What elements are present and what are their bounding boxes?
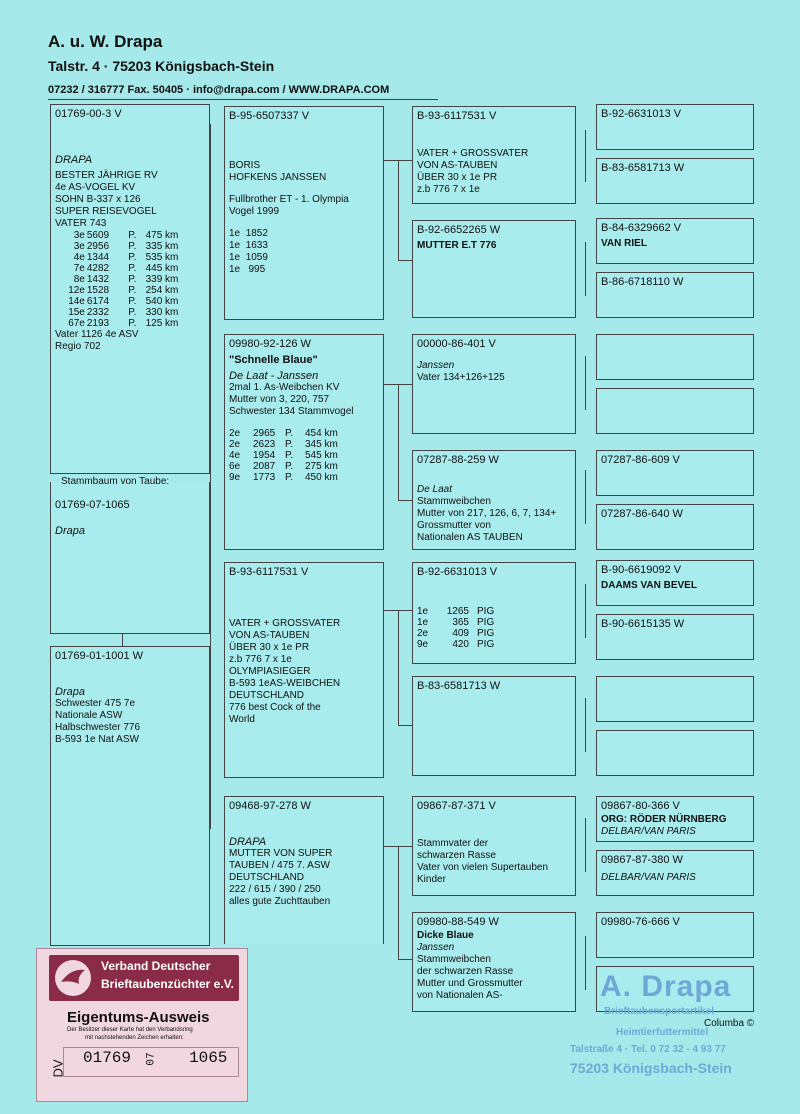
connector-dam [122, 634, 123, 646]
gen4-box-10: B-90-6615135 W [596, 614, 754, 660]
gen4-box-7: 07287-86-609 V [596, 450, 754, 496]
gen4-box-12 [596, 730, 754, 776]
card-org1: Verband Deutscher [101, 959, 211, 973]
dam-sire-id: B-93-6117531 V [229, 566, 309, 578]
connector-b [398, 384, 399, 500]
connector-gen1 [210, 124, 211, 829]
gen4-box-14: 09867-87-380 W DELBAR/VAN PARIS [596, 850, 754, 896]
gen3-box-8: 09980-88-549 W Dicke Blaue Janssen Stammweibchen der schwarzen Rasse Mutter und Grossmutter von Nationalen AS- [412, 912, 576, 1012]
gen3-box-4: 07287-88-259 W De Laat Stammweibchen Mutter von 217, 126, 6, 7, 134+ Grossmutter von Nationalen AS TAUBEN [412, 450, 576, 550]
gen4-box-4: B-86-6718110 W [596, 272, 754, 318]
stamp-line1: Brieftaubensportartikel [604, 1006, 715, 1017]
sire-dam-results: 2e 2965 P. 454 km 2e 2623 P. 345 km 4e 1954 P. 545 km 6e 2087 P. 275 km 9e 1773 P. 450 km [229, 428, 338, 483]
sire-id: B-95-6507337 V [229, 110, 310, 122]
stammbaum-name: Drapa [55, 525, 85, 537]
stammbaum-box [50, 476, 210, 634]
stammbaum-id: 01769-07-1065 [55, 499, 130, 511]
connector-d [398, 846, 399, 959]
gen3-box-5: B-92-6631013 V 1e 1265 PIG 1e 365 PIG 2e 409 PIG 9e 420 PIG [412, 562, 576, 664]
gen3-box-1: B-93-6117531 V VATER + GROSSVATER VON AS-TAUBEN ÜBER 30 x 1e PR z.b 776 7 x 1e [412, 106, 576, 204]
card-title: Eigentums-Ausweis [67, 1009, 210, 1026]
gen3-box-3: 00000-86-401 V Janssen Vater 134+126+125 [412, 334, 576, 434]
dam-sire-box: B-93-6117531 V VATER + GROSSVATER VON AS-TAUBEN ÜBER 30 x 1e PR z.b 776 7 x 1e OLYMPIASIEGER B-593 1eAS-WEIBCHEN DEUTSCHLAND 776 best Cock of the World [224, 562, 384, 778]
header-rule [48, 99, 438, 100]
dam-dam-box: 09468-97-278 W DRAPA MUTTER VON SUPER TAUBEN / 475 7. ASW DEUTSCHLAND 222 / 615 / 390 / 250 alles gute Zuchttauben [224, 796, 384, 944]
subject-id: 01769-00-3 V [55, 108, 122, 120]
sire-dam-box: 09980-92-126 W "Schnelle Blaue" De Laat - Janssen 2mal 1. As-Weibchen KV Mutter von 3, 220, 757 Schwester 134 Stammvogel 2e 2965 P. 454 km 2e 2623 P. 345 km 4e 1954 P. 545 km 6e 2087 P. 275 km 9e 1773 P. 450 km [224, 334, 384, 550]
columba-mark: Columba © [704, 1018, 755, 1029]
card-ring2: 07 [145, 1052, 158, 1066]
gen4-box-11 [596, 676, 754, 722]
breeder-name: A. u. W. Drapa [48, 32, 163, 51]
subject-name: DRAPA [55, 154, 93, 166]
stammbaum-label: Stammbaum von Taube: [61, 476, 170, 487]
dam-dam-id: 09468-97-278 W [229, 800, 311, 812]
card-org2: Brieftaubenzüchter e.V. [101, 977, 234, 991]
gen4-box-6 [596, 388, 754, 434]
dam-id: 01769-01-1001 W [55, 650, 144, 662]
connector-c [398, 610, 399, 725]
card-note2: mit nachstehenden Zeichen erhalten: [85, 1035, 184, 1041]
subject-box: 01769-00-3 V DRAPA BESTER JÄHRIGE RV 4e AS-VOGEL KV SOHN B-337 x 126 SUPER REISEVOGEL VATER 743 3e 5609 P. 475 km 3e 2956 P. 335 km 4e 1344 P. 535 km 7e 4282 P. 445 km 8e 1432 P. 339 km 12e 1528 P. 254 km 14e 6174 P. 540 km 15e 2332 P. 330 km 67e 2193 P. 125 km Vater 1126 4e ASV Regio 702 [50, 104, 210, 474]
gen4-box-13: 09867-80-366 V ORG: RÖDER NÜRNBERG DELBAR/VAN PARIS [596, 796, 754, 842]
gen4-box-8: 07287-86-640 W [596, 504, 754, 550]
gen4-box-2: B-83-6581713 W [596, 158, 754, 204]
stamp-city: 75203 Königsbach-Stein [570, 1060, 732, 1076]
stamp-name: A. Drapa [600, 970, 732, 1003]
subject-lines: BESTER JÄHRIGE RV 4e AS-VOGEL KV SOHN B-337 x 126 SUPER REISEVOGEL VATER 743 [55, 170, 158, 229]
card-ring3: 1065 [189, 1049, 228, 1067]
dove-icon [53, 958, 93, 998]
card-prefix: DV [50, 1059, 66, 1078]
dam-box: 01769-01-1001 W Drapa Schwester 475 7e Nationale ASW Halbschwester 776 B-593 1e Nat ASW [50, 646, 210, 946]
gen3-box-6: B-83-6581713 W [412, 676, 576, 776]
gen3-box-7: 09867-87-371 V Stammvater der schwarzen Rasse Vater von vielen Supertauben Kinder [412, 796, 576, 896]
gen4-box-5 [596, 334, 754, 380]
connector-a [398, 160, 399, 260]
ownership-card [36, 948, 248, 1102]
subject-results: 3e 5609 P. 475 km 3e 2956 P. 335 km 4e 1344 P. 535 km 7e 4282 P. 445 km 8e 1432 P. 339 km 12e 1528 P. 254 km 14e 6174 P. 540 km 15e 2332 P. 330 km 67e 2193 P. 125 km [68, 230, 179, 329]
card-ring1: 01769 [83, 1049, 132, 1067]
card-note1: Der Besitzer dieser Karte hat den Verbandsring [67, 1027, 193, 1033]
dam-name: Drapa [55, 686, 85, 698]
sire-dam-id: 09980-92-126 W [229, 338, 311, 350]
gen4-box-3: B-84-6329662 V VAN RIEL [596, 218, 754, 264]
gen4-box-9: B-90-6619092 V DAAMS VAN BEVEL [596, 560, 754, 606]
stamp-street: Talstraße 4 · Tel. 0 72 32 - 4 93 77 [570, 1044, 726, 1055]
breeder-contact: 07232 / 316777 Fax. 50405 · info@drapa.com / WWW.DRAPA.COM [48, 84, 390, 96]
gen4-box-1: B-92-6631013 V [596, 104, 754, 150]
breeder-address: Talstr. 4 · 75203 Königsbach-Stein [48, 58, 275, 74]
stamp-line2: Heimtierfuttermittel [616, 1027, 709, 1038]
gen4-box-15: 09980-76-666 V [596, 912, 754, 958]
sire-box: B-95-6507337 V BORIS HOFKENS JANSSEN Fullbrother ET - 1. Olympia Vogel 1999 1e 1852 1e 1633 1e 1059 1e 995 [224, 106, 384, 320]
gen3-box-2: B-92-6652265 W MUTTER E.T 776 [412, 220, 576, 318]
